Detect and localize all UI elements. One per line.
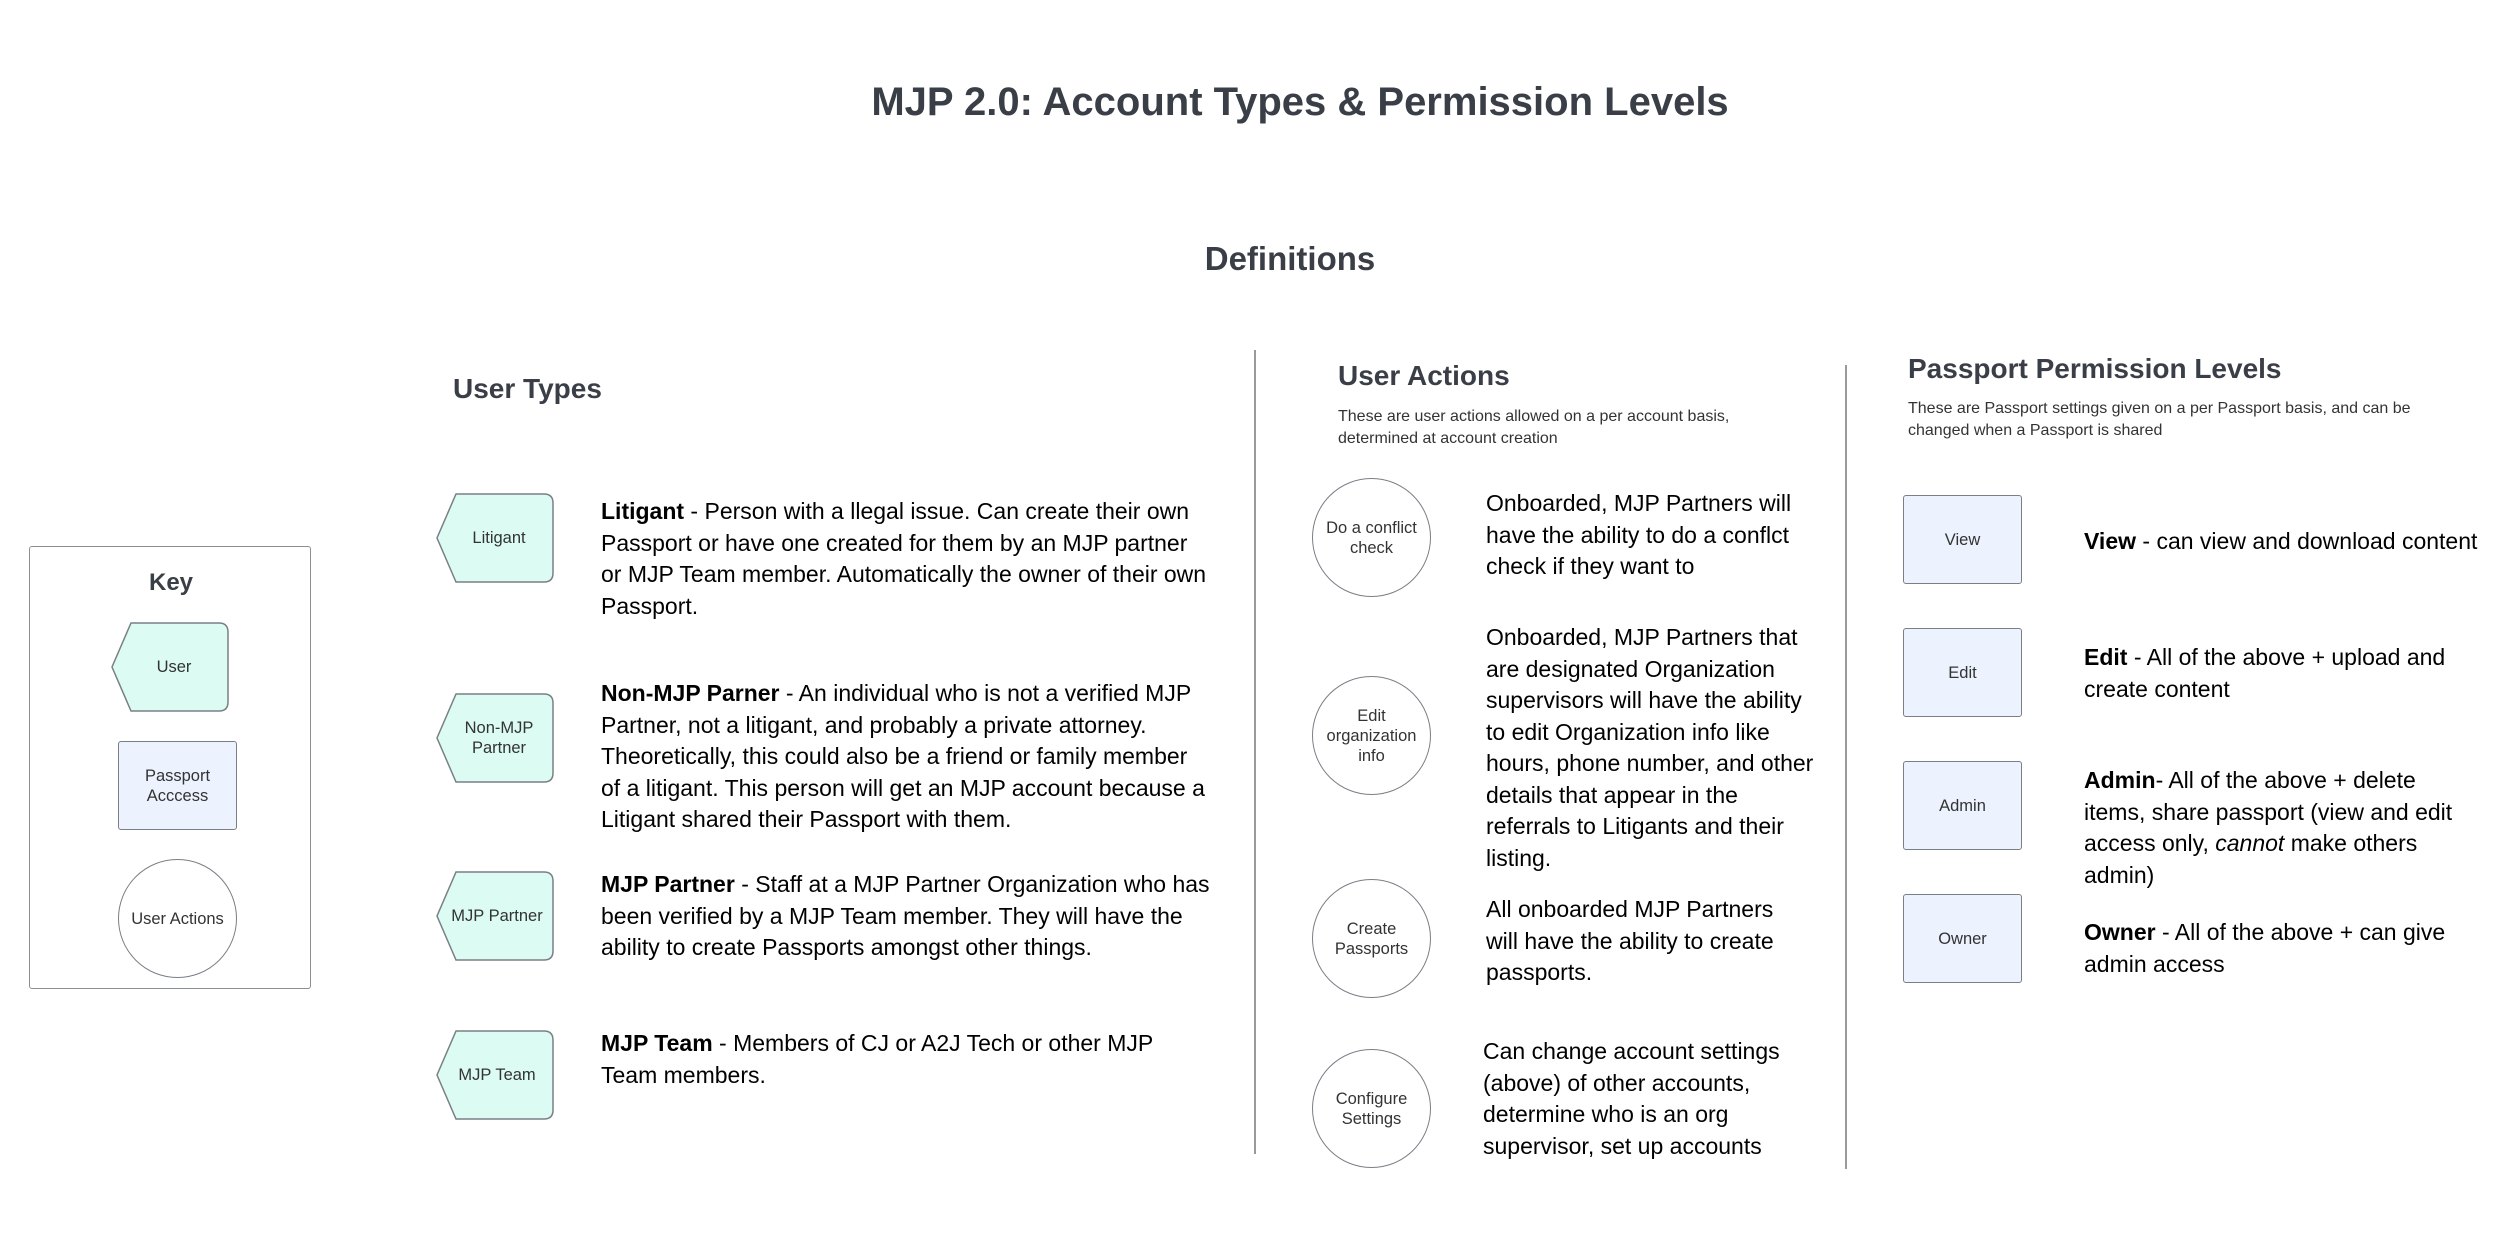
key-actions-label: User Actions	[131, 909, 224, 928]
permission-desc-admin	[2084, 765, 2474, 891]
action-circle-configure-settings	[1312, 1049, 1431, 1168]
permission-text-emphasis: cannot	[2215, 830, 2285, 856]
permission-shape-label: Edit	[1948, 663, 1977, 682]
user-type-desc-non-mjp-partner	[601, 678, 1211, 836]
user-type-text: - An individual who is not a verified MJP Partner, not a litigant, and probably a private attorney. Theoretically, this could also be a friend or family member of a litigant. This person will get an MJP account because a Litigant shared their Passport with them.	[601, 680, 1205, 832]
action-desc-conflict-check: Onboarded, MJP Partners will have the ability to do a conflct check if they want to	[1486, 490, 1792, 579]
permission-shape-label: Admin	[1939, 796, 1986, 815]
permission-text: - can view and download content	[2136, 528, 2478, 554]
user-type-shape-label: MJP Team	[458, 1066, 536, 1084]
user-type-shape-litigant	[436, 493, 554, 583]
permission-term: Admin	[2084, 767, 2156, 793]
user-type-term: MJP Team	[601, 1030, 713, 1056]
key-user-label: User	[156, 658, 192, 676]
action-shape-label: Create Passports	[1334, 919, 1409, 958]
action-shape-label: Configure Settings	[1335, 1089, 1408, 1128]
key-panel	[29, 546, 311, 989]
divider-right	[1845, 365, 1847, 1169]
permission-text: - All of the above + can give admin access	[2084, 919, 2446, 977]
divider-left	[1254, 350, 1256, 1154]
passport-levels-subtitle: These are Passport settings given on a per Passport basis, and can be changed when a Passport is shared	[1908, 400, 2411, 439]
user-type-desc-litigant	[601, 496, 1211, 622]
permission-desc-view	[2084, 526, 2484, 558]
permission-box-owner	[1903, 894, 2022, 983]
permission-box-edit	[1903, 628, 2022, 717]
user-type-shape-label: MJP Partner	[451, 907, 543, 925]
permission-term: Edit	[2084, 644, 2128, 670]
action-desc-create-passports: All onboarded MJP Partners will have the ability to create passports.	[1486, 896, 1774, 985]
action-shape-label: Edit organization info	[1326, 706, 1417, 765]
key-actions-circle	[118, 859, 237, 978]
page-title: MJP 2.0: Account Types & Permission Levels	[871, 80, 1729, 124]
user-type-shape-label: Litigant	[472, 529, 526, 547]
action-shape-label: Do a conflict check	[1326, 518, 1417, 557]
permission-shape-label: View	[1944, 530, 1981, 549]
permission-term: View	[2084, 528, 2136, 554]
permission-text: make others admin)	[2084, 830, 2418, 888]
user-type-text: - Person with a llegal issue. Can create their own Passport or have one created for them by an MJP partner or MJP Team member. Automatically the owner of their own Passport.	[601, 498, 1207, 619]
user-types-heading: User Types	[453, 373, 602, 404]
user-type-desc-mjp-partner	[601, 869, 1211, 964]
permission-desc-edit	[2084, 642, 2474, 705]
user-type-term: Litigant	[601, 498, 685, 524]
action-desc-configure-settings: Can change account settings (above) of other accounts, determine who is an org supervisor, set up accounts	[1483, 1038, 1780, 1159]
user-type-term: MJP Partner	[601, 871, 735, 897]
permission-shape-label: Owner	[1938, 929, 1987, 948]
user-type-desc-mjp-team	[601, 1028, 1211, 1091]
action-circle-edit-org-info	[1312, 676, 1431, 795]
action-circle-conflict-check	[1312, 478, 1431, 597]
permission-desc-owner	[2084, 917, 2474, 980]
user-type-text: - Staff at a MJP Partner Organization who has been verified by a MJP Team member. They will have the ability to create Passports amongst other things.	[601, 871, 1210, 960]
permission-text: - All of the above + upload and create content	[2084, 644, 2446, 702]
permission-box-view	[1903, 495, 2022, 584]
key-user-shape	[111, 622, 229, 712]
user-type-text: - Members of CJ or A2J Tech or other MJP Team members.	[601, 1030, 1153, 1088]
permission-text: - All of the above + delete items, share passport (view and edit access only,	[2084, 767, 2453, 856]
definitions-heading: Definitions	[1204, 240, 1376, 277]
user-type-shape-mjp-team	[436, 1030, 554, 1120]
permission-term: Owner	[2084, 919, 2156, 945]
user-actions-subtitle: These are user actions allowed on a per account basis, determined at account creation	[1338, 408, 1730, 447]
key-passport-box	[118, 741, 237, 830]
user-type-shape-non-mjp-partner	[436, 693, 554, 783]
passport-levels-heading: Passport Permission Levels	[1908, 353, 2282, 384]
key-heading: Key	[148, 569, 194, 596]
permission-box-admin	[1903, 761, 2022, 850]
key-passport-label: Passport Acccess	[144, 766, 211, 805]
user-type-term: Non-MJP Parner	[601, 680, 780, 706]
user-type-shape-label: Non-MJP Partner	[464, 719, 534, 757]
action-desc-edit-org-info: Onboarded, MJP Partners that are designated Organization supervisors will have the ability to edit Organization info like hours, phone number, and other details that appear in the referrals to Litigants and their listing.	[1486, 624, 1814, 871]
action-circle-create-passports	[1312, 879, 1431, 998]
user-actions-heading: User Actions	[1338, 360, 1510, 391]
user-type-shape-mjp-partner	[436, 871, 554, 961]
